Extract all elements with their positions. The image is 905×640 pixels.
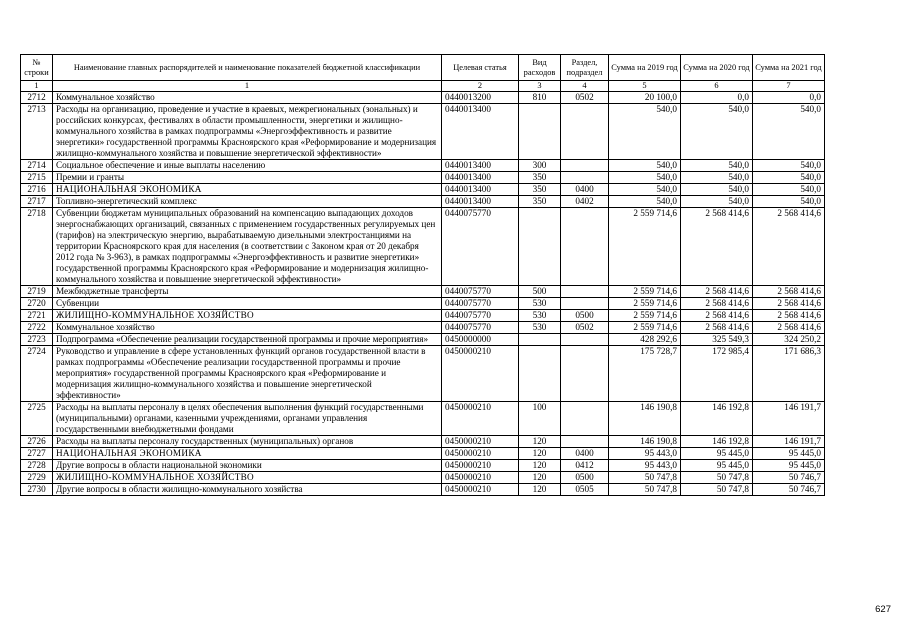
column-number: 1: [53, 81, 442, 92]
section: 0412: [561, 460, 609, 472]
sum-2019: 540,0: [609, 196, 681, 208]
sum-2019: 175 728,7: [609, 346, 681, 402]
target-article: 0440075770: [442, 322, 519, 334]
table-row: [21, 208, 825, 286]
expense-type: 810: [519, 92, 561, 104]
section: [561, 208, 609, 286]
sum-2020: 540,0: [681, 184, 753, 196]
row-number: 2724: [21, 346, 53, 402]
row-number: 2720: [21, 298, 53, 310]
sum-2020: 50 747,8: [681, 472, 753, 484]
expense-type: 350: [519, 172, 561, 184]
row-number: 2730: [21, 484, 53, 496]
row-number: 2714: [21, 160, 53, 172]
target-article: 0450000000: [442, 334, 519, 346]
table-row: [21, 310, 825, 322]
expense-type: 530: [519, 310, 561, 322]
page-number: 627: [875, 604, 891, 615]
expense-type: 120: [519, 484, 561, 496]
row-name: ЖИЛИЩНО-КОММУНАЛЬНОЕ ХОЗЯЙСТВО: [53, 310, 442, 322]
sum-2020: 540,0: [681, 104, 753, 160]
row-name: Премии и гранты: [53, 172, 442, 184]
row-name: Социальное обеспечение и иные выплаты населению: [53, 160, 442, 172]
sum-2019: 540,0: [609, 184, 681, 196]
row-name: Другие вопросы в области жилищно-коммунального хозяйства: [53, 484, 442, 496]
sum-2019: 2 559 714,6: [609, 322, 681, 334]
row-number: 2726: [21, 436, 53, 448]
header-row-number: № строки: [21, 55, 53, 81]
table-row: [21, 334, 825, 346]
sum-2021: 540,0: [753, 184, 825, 196]
section: [561, 402, 609, 436]
row-name: Субвенции: [53, 298, 442, 310]
sum-2021: 2 568 414,6: [753, 310, 825, 322]
section: 0402: [561, 196, 609, 208]
sum-2019: 2 559 714,6: [609, 208, 681, 286]
expense-type: [519, 104, 561, 160]
sum-2019: 50 747,8: [609, 484, 681, 496]
sum-2020: 325 549,3: [681, 334, 753, 346]
section: [561, 436, 609, 448]
table-row: [21, 160, 825, 172]
sum-2020: 540,0: [681, 160, 753, 172]
column-number: 5: [609, 81, 681, 92]
column-number: 6: [681, 81, 753, 92]
sum-2019: 2 559 714,6: [609, 286, 681, 298]
expense-type: 120: [519, 448, 561, 460]
sum-2021: 540,0: [753, 172, 825, 184]
sum-2020: 0,0: [681, 92, 753, 104]
section: 0502: [561, 322, 609, 334]
sum-2019: 540,0: [609, 104, 681, 160]
header-sum-2020: Сумма на 2020 год: [681, 55, 753, 81]
sum-2020: 95 445,0: [681, 448, 753, 460]
sum-2021: 2 568 414,6: [753, 322, 825, 334]
table-row: [21, 184, 825, 196]
target-article: 0440013400: [442, 184, 519, 196]
section: [561, 104, 609, 160]
row-number: 2725: [21, 402, 53, 436]
expense-type: 350: [519, 184, 561, 196]
section: [561, 334, 609, 346]
target-article: 0440075770: [442, 310, 519, 322]
expense-type: 120: [519, 436, 561, 448]
sum-2020: 540,0: [681, 196, 753, 208]
section: 0500: [561, 472, 609, 484]
column-numbering-row: [21, 81, 825, 92]
row-name: Другие вопросы в области национальной экономики: [53, 460, 442, 472]
row-number: 2713: [21, 104, 53, 160]
sum-2020: 50 747,8: [681, 484, 753, 496]
row-name: НАЦИОНАЛЬНАЯ ЭКОНОМИКА: [53, 184, 442, 196]
section: [561, 160, 609, 172]
row-number: 2729: [21, 472, 53, 484]
target-article: 0440013400: [442, 104, 519, 160]
row-number: 2723: [21, 334, 53, 346]
expense-type: 120: [519, 472, 561, 484]
expense-type: 350: [519, 196, 561, 208]
table-row: [21, 346, 825, 402]
row-number: 2728: [21, 460, 53, 472]
expense-type: 530: [519, 298, 561, 310]
column-number: 4: [561, 81, 609, 92]
row-name: Топливно-энергетический комплекс: [53, 196, 442, 208]
sum-2021: 146 191,7: [753, 402, 825, 436]
table-row: [21, 460, 825, 472]
sum-2019: 540,0: [609, 160, 681, 172]
row-number: 2712: [21, 92, 53, 104]
sum-2019: 95 443,0: [609, 448, 681, 460]
row-name: Расходы на организацию, проведение и участие в краевых, межрегиональных (зональных) и российских конкурсах, фестивалях в области промышленности, энергетики и жилищно-коммунального хозяйства в рамках подпрограммы «Энергоэффективность и развитие энергетики» государственной программы Красноярского края «Реформирование и модернизация жилищно-коммунального хозяйства и повышение энергетической эффективности»: [53, 104, 442, 160]
row-name: НАЦИОНАЛЬНАЯ ЭКОНОМИКА: [53, 448, 442, 460]
row-number: 2722: [21, 322, 53, 334]
row-number: 2719: [21, 286, 53, 298]
section: [561, 346, 609, 402]
section: 0400: [561, 184, 609, 196]
sum-2020: 2 568 414,6: [681, 322, 753, 334]
row-name: Руководство и управление в сфере установленных функций органов государственной власти в рамках подпрограммы «Обеспечение реализации государственной программы и прочие мероприятия» государственной программы Красноярского края «Реформирование и модернизация жилищно-коммунального хозяйства и повышение энергетической эффективности»: [53, 346, 442, 402]
sum-2021: 540,0: [753, 160, 825, 172]
sum-2019: 146 190,8: [609, 436, 681, 448]
expense-type: 300: [519, 160, 561, 172]
sum-2020: 146 192,8: [681, 402, 753, 436]
expense-type: 100: [519, 402, 561, 436]
expense-type: [519, 208, 561, 286]
row-name: Подпрограмма «Обеспечение реализации государственной программы и прочие мероприятия»: [53, 334, 442, 346]
target-article: 0440075770: [442, 286, 519, 298]
target-article: 0450000210: [442, 402, 519, 436]
sum-2021: 324 250,2: [753, 334, 825, 346]
table-row: [21, 322, 825, 334]
target-article: 0450000210: [442, 448, 519, 460]
sum-2019: 95 443,0: [609, 460, 681, 472]
column-number: 3: [519, 81, 561, 92]
sum-2021: 2 568 414,6: [753, 208, 825, 286]
target-article: 0440013400: [442, 172, 519, 184]
table-row: [21, 286, 825, 298]
sum-2021: 95 445,0: [753, 448, 825, 460]
row-name: Расходы на выплаты персоналу государственных (муниципальных) органов: [53, 436, 442, 448]
sum-2019: 2 559 714,6: [609, 310, 681, 322]
row-name: Межбюджетные трансферты: [53, 286, 442, 298]
target-article: 0450000210: [442, 472, 519, 484]
row-name: ЖИЛИЩНО-КОММУНАЛЬНОЕ ХОЗЯЙСТВО: [53, 472, 442, 484]
section: [561, 286, 609, 298]
sum-2019: 2 559 714,6: [609, 298, 681, 310]
table-row: [21, 436, 825, 448]
row-name: Расходы на выплаты персоналу в целях обеспечения выполнения функций государственными (муниципальными) органами, казенными учреждениями, органами управления государственными внебюджетными фондами: [53, 402, 442, 436]
table-row: [21, 298, 825, 310]
sum-2021: 171 686,3: [753, 346, 825, 402]
table-body: [21, 92, 825, 496]
table-row: [21, 484, 825, 496]
sum-2021: 540,0: [753, 104, 825, 160]
sum-2021: 0,0: [753, 92, 825, 104]
target-article: 0440075770: [442, 298, 519, 310]
header-sum-2019: Сумма на 2019 год: [609, 55, 681, 81]
sum-2020: 2 568 414,6: [681, 208, 753, 286]
table-row: [21, 196, 825, 208]
row-number: 2727: [21, 448, 53, 460]
sum-2020: 2 568 414,6: [681, 298, 753, 310]
table-row: [21, 402, 825, 436]
header-expense-type: Вид расходов: [519, 55, 561, 81]
column-number: 7: [753, 81, 825, 92]
expense-type: 500: [519, 286, 561, 298]
target-article: 0450000210: [442, 436, 519, 448]
target-article: 0440013400: [442, 196, 519, 208]
sum-2020: 540,0: [681, 172, 753, 184]
row-number: 2717: [21, 196, 53, 208]
table-row: [21, 448, 825, 460]
row-number: 2721: [21, 310, 53, 322]
sum-2020: 2 568 414,6: [681, 286, 753, 298]
row-number: 2718: [21, 208, 53, 286]
sum-2019: 20 100,0: [609, 92, 681, 104]
sum-2019: 540,0: [609, 172, 681, 184]
section: [561, 172, 609, 184]
target-article: 0450000210: [442, 346, 519, 402]
section: 0505: [561, 484, 609, 496]
sum-2021: 95 445,0: [753, 460, 825, 472]
sum-2020: 172 985,4: [681, 346, 753, 402]
table-row: [21, 104, 825, 160]
expense-type: 530: [519, 322, 561, 334]
header-section: Раздел, подраздел: [561, 55, 609, 81]
header-row: [21, 55, 825, 81]
row-number: 2715: [21, 172, 53, 184]
section: 0502: [561, 92, 609, 104]
target-article: 0440013200: [442, 92, 519, 104]
target-article: 0440075770: [442, 208, 519, 286]
row-name: Коммунальное хозяйство: [53, 92, 442, 104]
row-number: 2716: [21, 184, 53, 196]
header-target-article: Целевая статья: [442, 55, 519, 81]
sum-2021: 50 746,7: [753, 484, 825, 496]
expense-type: [519, 346, 561, 402]
section: 0400: [561, 448, 609, 460]
budget-table: [20, 54, 825, 496]
target-article: 0450000210: [442, 460, 519, 472]
sum-2021: 540,0: [753, 196, 825, 208]
sum-2019: 428 292,6: [609, 334, 681, 346]
sum-2021: 50 746,7: [753, 472, 825, 484]
section: 0500: [561, 310, 609, 322]
table-row: [21, 472, 825, 484]
header-sum-2021: Сумма на 2021 год: [753, 55, 825, 81]
header-name: Наименование главных распорядителей и наименование показателей бюджетной классификации: [53, 55, 442, 81]
expense-type: [519, 334, 561, 346]
target-article: 0450000210: [442, 484, 519, 496]
sum-2021: 2 568 414,6: [753, 298, 825, 310]
table-row: [21, 172, 825, 184]
sum-2020: 2 568 414,6: [681, 310, 753, 322]
sum-2019: 50 747,8: [609, 472, 681, 484]
sum-2020: 95 445,0: [681, 460, 753, 472]
row-name: Субвенции бюджетам муниципальных образований на компенсацию выпадающих доходов энергоснабжающих организаций, связанных с применением государственных регулируемых цен (тарифов) на электрическую энергию, вырабатываемую дизельными электростанциями на территории Красноярского края для населения (в соответствии с Законом края от 20 декабря 2012 года № 3-963), в рамках подпрограммы «Энергоэффективность и развитие энергетики» государственной программы Красноярского края «Реформирование и модернизация жилищно-коммунального хозяйства и повышение энергетической эффективности»: [53, 208, 442, 286]
sum-2021: 146 191,7: [753, 436, 825, 448]
expense-type: 120: [519, 460, 561, 472]
column-number: 1: [21, 81, 53, 92]
table-row: [21, 92, 825, 104]
section: [561, 298, 609, 310]
row-name: Коммунальное хозяйство: [53, 322, 442, 334]
column-number: 2: [442, 81, 519, 92]
sum-2020: 146 192,8: [681, 436, 753, 448]
target-article: 0440013400: [442, 160, 519, 172]
sum-2021: 2 568 414,6: [753, 286, 825, 298]
sum-2019: 146 190,8: [609, 402, 681, 436]
